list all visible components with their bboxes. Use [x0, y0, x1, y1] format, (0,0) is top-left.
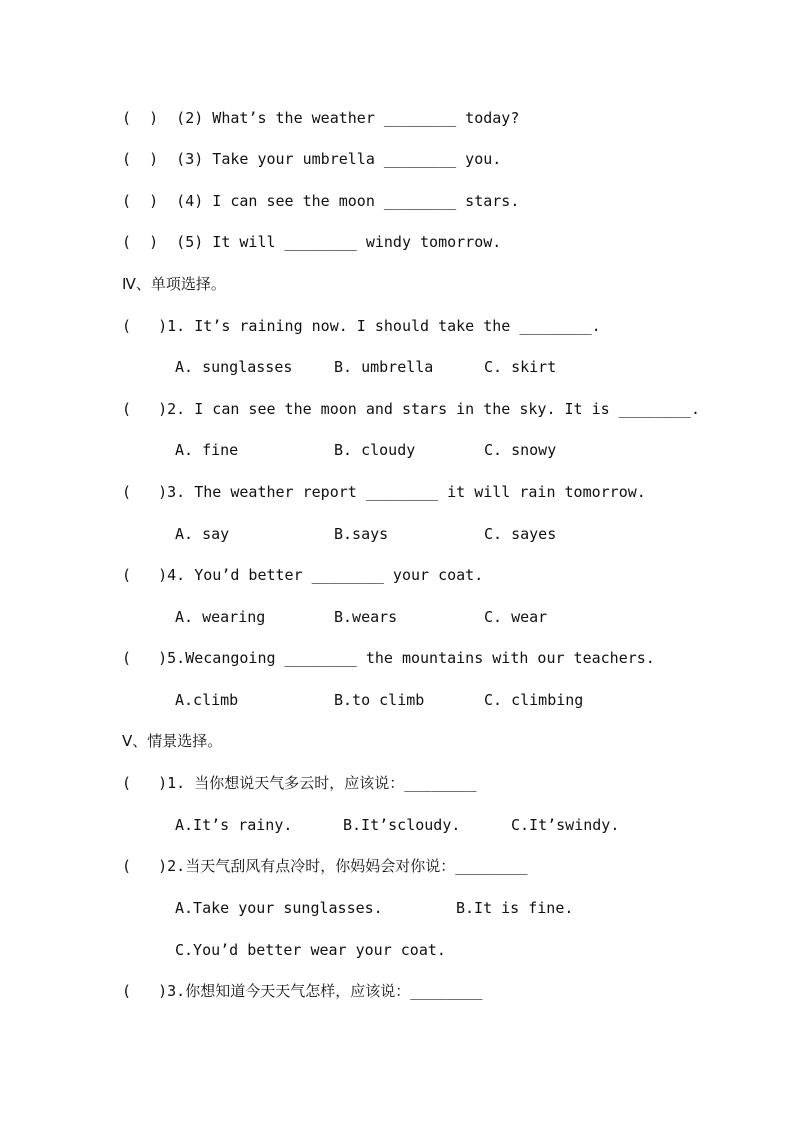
- option-c: C. snowy: [484, 441, 557, 459]
- question-stem: ( )2.当天气刮风有点冷时，你妈妈会对你说：________: [122, 857, 528, 875]
- question-stem: ( )1. 当你想说天气多云时，应该说：________: [122, 774, 477, 792]
- option-c: C. sayes: [484, 525, 557, 543]
- option-b: B. umbrella: [334, 358, 434, 376]
- option-c: C. climbing: [484, 691, 584, 709]
- option-b: B.wears: [334, 608, 398, 626]
- option-b: B.It is fine.: [456, 899, 574, 917]
- question-stem: ( )3. The weather report ________ it will rain tomorrow.: [122, 483, 646, 501]
- option-a: A. say: [175, 525, 230, 543]
- option-c: C.It’swindy.: [511, 816, 620, 834]
- option-c: C. skirt: [484, 358, 557, 376]
- option-b: B.It’scloudy.: [343, 816, 461, 834]
- fill-blank-item-2: ( ) (2) What’s the weather ________ today?: [122, 109, 520, 127]
- option-a: A.It’s rainy.: [175, 816, 293, 834]
- fill-blank-item-4: ( ) (4) I can see the moon ________ stars.: [122, 192, 520, 210]
- option-a: A. fine: [175, 441, 239, 459]
- option-a: A. wearing: [175, 608, 266, 626]
- option-a: A.climb: [175, 691, 239, 709]
- section-v-heading: Ⅴ、情景选择。: [122, 732, 223, 750]
- question-stem: ( )2. I can see the moon and stars in the sky. It is ________.: [122, 400, 700, 418]
- fill-blank-item-3: ( ) (3) Take your umbrella ________ you.: [122, 150, 502, 168]
- option-b: B.to climb: [334, 691, 425, 709]
- question-stem: ( )1. It’s raining now. I should take the ________.: [122, 317, 601, 335]
- option-c: C.You’d better wear your coat.: [175, 941, 446, 959]
- option-b: B.says: [334, 525, 389, 543]
- question-stem: ( )4. You’d better ________ your coat.: [122, 566, 484, 584]
- option-b: B. cloudy: [334, 441, 416, 459]
- option-c: C. wear: [484, 608, 548, 626]
- option-a: A. sunglasses: [175, 358, 293, 376]
- question-stem: ( )3.你想知道今天天气怎样，应该说：________: [122, 982, 483, 1000]
- question-stem: ( )5.Wecangoing ________ the mountains with our teachers.: [122, 649, 655, 667]
- fill-blank-item-5: ( ) (5) It will ________ windy tomorrow.: [122, 233, 502, 251]
- section-iv-heading: Ⅳ、单项选择。: [122, 275, 226, 293]
- option-a: A.Take your sunglasses.: [175, 899, 383, 917]
